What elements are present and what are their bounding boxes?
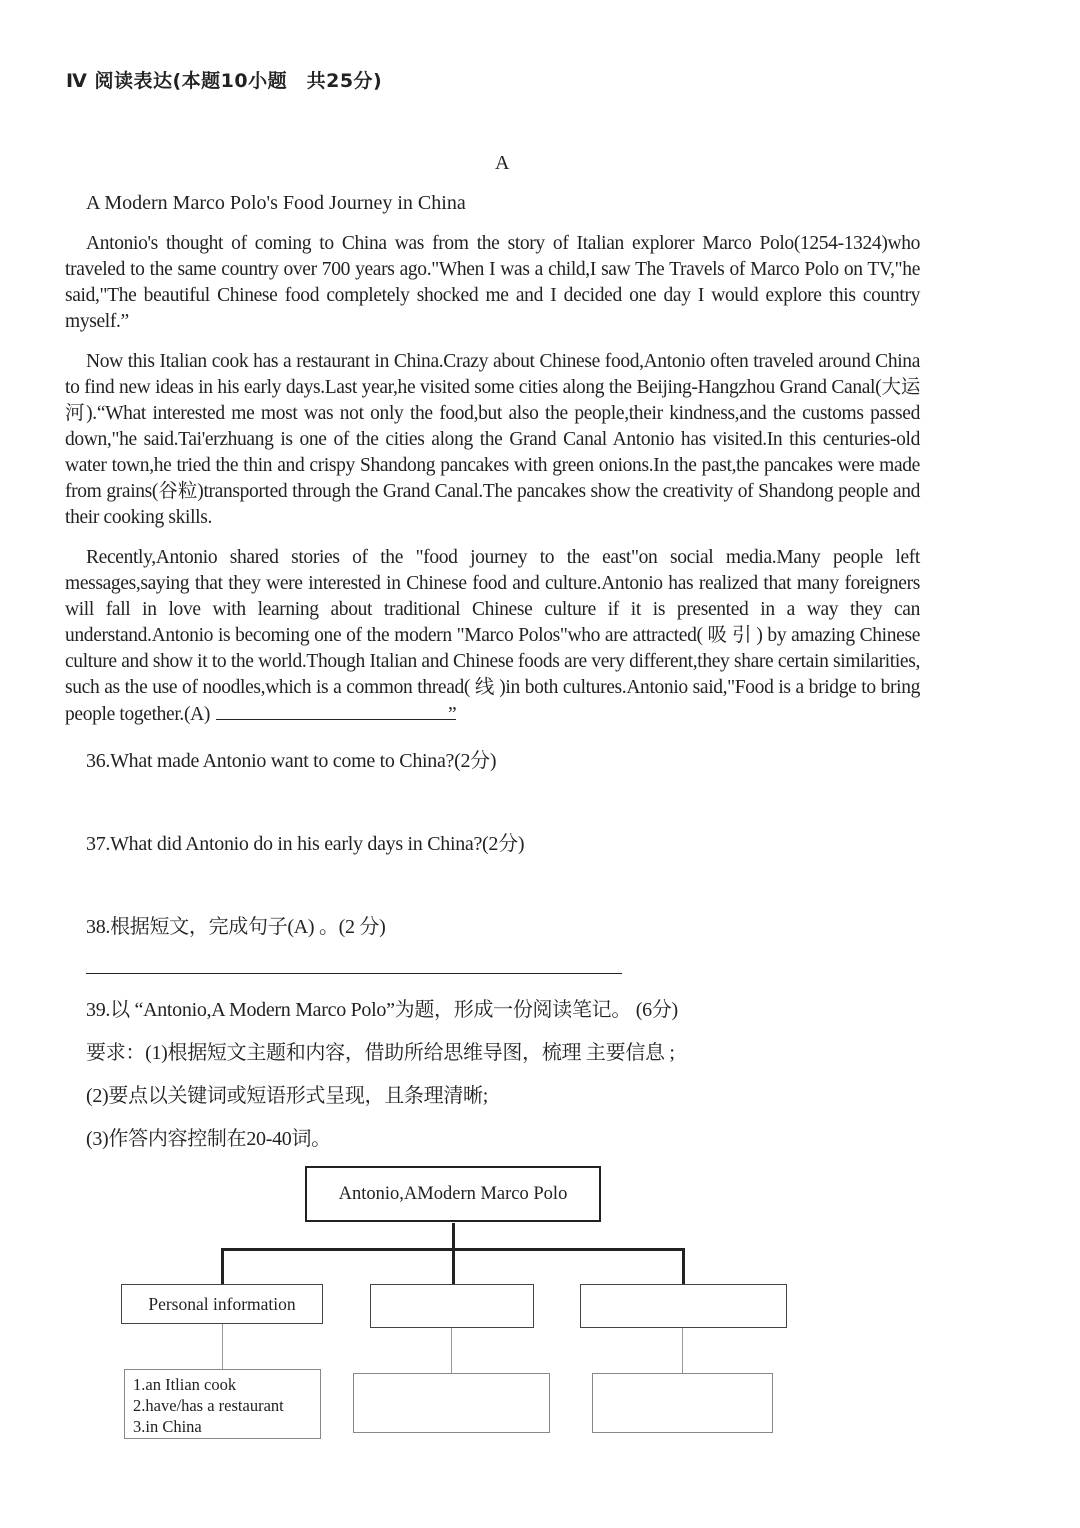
mindmap-sub-item: 3.in China: [133, 1417, 202, 1436]
mindmap-sub-item: 2.have/has a restaurant: [133, 1396, 284, 1415]
mindmap-branch-1: Personal information: [121, 1284, 323, 1324]
answer-blank-a[interactable]: [216, 701, 456, 720]
passage-letter: A: [495, 152, 510, 174]
mindmap-sub-2-blank[interactable]: [353, 1373, 550, 1433]
mindmap-sub-1: [124, 1369, 321, 1439]
paragraph-1: Antonio's thought of coming to China was from the story of Italian explorer Marco Polo(1254-1324)who traveled to the same country over 700 years ago."When I was a child,I saw The Travels of Marco Polo on TV,"he said,"The beautiful Chinese food completely shocked me and I decided one day I would explore this country myself.”: [65, 233, 920, 332]
section-heading: Ⅳ 阅读表达(本题10小题 共25分): [66, 70, 383, 92]
requirement-1: 要求：(1)根据短文主题和内容，借助所给思维导图，梳理 主要信息 ;: [86, 1042, 675, 1064]
mindmap-connector: [682, 1328, 683, 1373]
requirement-2: (2)要点以关键词或短语形式呈现，且条理清晰;: [86, 1085, 488, 1107]
mindmap-branch-2-blank[interactable]: [370, 1284, 534, 1328]
closing-quote: ”: [447, 704, 457, 725]
mindmap-branch-3-blank[interactable]: [580, 1284, 787, 1328]
question-37: 37.What did Antonio do in his early days in China?(2分): [86, 833, 525, 855]
question-39: 39.以 “Antonio,A Modern Marco Polo”为题，形成一份阅读笔记。 (6分): [86, 999, 678, 1021]
mindmap-connector: [452, 1248, 455, 1284]
question-36: 36.What made Antonio want to come to China?(2分): [86, 750, 497, 772]
mindmap-root: Antonio,AModern Marco Polo: [305, 1166, 601, 1222]
mindmap-sub-3-blank[interactable]: [592, 1373, 773, 1433]
mindmap-connector: [221, 1248, 224, 1284]
requirement-3: (3)作答内容控制在20-40词。: [86, 1128, 331, 1150]
paragraph-3: [65, 545, 920, 728]
passage-title: A Modern Marco Polo's Food Journey in China: [86, 192, 466, 214]
mindmap-connector: [682, 1248, 685, 1284]
mindmap-connector: [452, 1223, 455, 1250]
mindmap-connector: [451, 1328, 452, 1373]
paragraph-2: Now this Italian cook has a restaurant in China.Crazy about Chinese food,Antonio often traveled around China to find new ideas in his early days.Last year,he visited some cities along the Beijing-Hangzhou Grand Canal(大运河).“What interested me most was not only the food,but also the people,their kindness,and the customs passed down,"he said.Tai'erzhuang is one of the cities along the Grand Canal Antonio has visited.In this centuries-old water town,he tried the thin and crispy Shandong pancakes with green onions.In the past,the pancakes were made from grains(谷粒)transported through the Grand Canal.The pancakes show the creativity of Shandong people and their cooking skills.: [65, 351, 920, 528]
mindmap-sub-item: 1.an Itlian cook: [133, 1375, 237, 1394]
answer-line-38[interactable]: [86, 973, 622, 974]
paragraph-3-text: Recently,Antonio shared stories of the "food journey to the east"on social media.Many people left messages,saying that they were interested in Chinese food and culture.Antonio has realized that many foreigners will fall in love with learning about traditional Chinese culture if it is presented in a way they can understand.Antonio is becoming one of the modern "Marco Polos"who are attracted( 吸 引 ) by amazing Chinese culture and show it to the world.Though Italian and Chinese foods are very different,they share certain similarities, such as the use of noodles,which is a common thread( 线 )in both cultures.Antonio said,"Food is a bridge to bring people together.(A): [65, 547, 920, 725]
mindmap-connector: [222, 1324, 223, 1370]
question-38: 38.根据短文，完成句子(A) 。(2 分): [86, 916, 386, 938]
